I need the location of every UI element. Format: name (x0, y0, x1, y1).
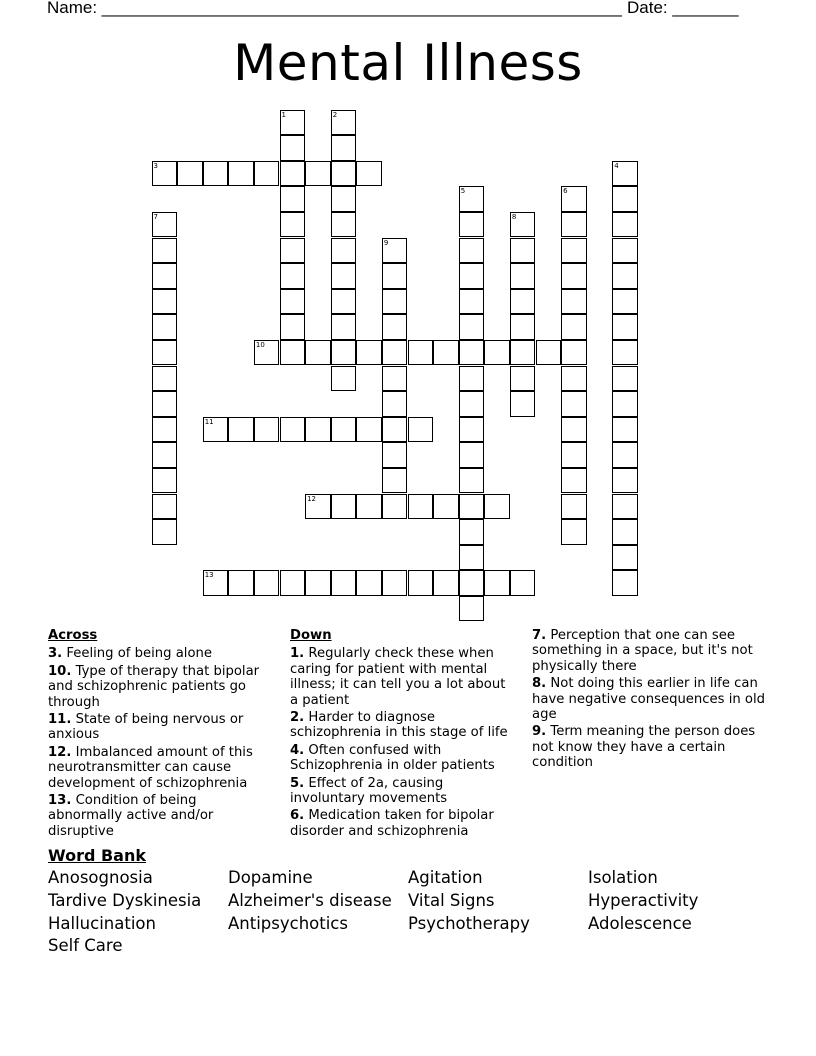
crossword-cell[interactable] (561, 289, 587, 315)
word-bank-item: Vital Signs (408, 890, 495, 910)
cell-number: 11 (204, 417, 214, 426)
crossword-cell[interactable] (484, 340, 510, 366)
crossword-cell[interactable] (152, 289, 178, 315)
crossword-cell[interactable] (612, 366, 638, 392)
crossword-cell[interactable] (510, 314, 536, 340)
crossword-cell[interactable] (561, 263, 587, 289)
clue-across-13: 13. Condition of being abnormally active and/or disruptive (48, 793, 214, 839)
crossword-cell[interactable] (612, 186, 638, 212)
crossword-cell[interactable] (152, 340, 178, 366)
crossword-cell[interactable] (382, 391, 408, 417)
crossword-cell[interactable] (561, 212, 587, 238)
crossword-cell[interactable] (484, 494, 510, 520)
crossword-cell[interactable] (228, 161, 254, 187)
crossword-cell[interactable] (152, 442, 178, 468)
cell-number: 1 (281, 110, 286, 119)
crossword-cell[interactable] (510, 391, 536, 417)
crossword-cell[interactable] (356, 161, 382, 187)
crossword-cell[interactable] (561, 494, 587, 520)
crossword-cell[interactable] (612, 468, 638, 494)
down-heading: Down (290, 628, 332, 643)
crossword-cell[interactable] (254, 570, 280, 596)
crossword-cell[interactable] (561, 366, 587, 392)
crossword-cell[interactable] (152, 366, 178, 392)
crossword-cell[interactable] (459, 468, 485, 494)
page-title: Mental Illness (233, 34, 583, 92)
crossword-cell[interactable] (305, 570, 331, 596)
crossword-cell[interactable] (280, 135, 306, 161)
crossword-cell[interactable] (331, 161, 357, 187)
crossword-cell[interactable] (459, 289, 485, 315)
crossword-cell[interactable] (331, 212, 357, 238)
crossword-cell[interactable] (280, 570, 306, 596)
crossword-cell[interactable] (305, 340, 331, 366)
crossword-cell[interactable] (459, 238, 485, 264)
word-bank-item: Antipsychotics (228, 913, 348, 933)
crossword-cell[interactable] (331, 366, 357, 392)
crossword-cell[interactable] (152, 263, 178, 289)
crossword-cell[interactable] (510, 570, 536, 596)
crossword-cell[interactable] (331, 314, 357, 340)
crossword-cell[interactable] (433, 494, 459, 520)
crossword-cell[interactable] (382, 570, 408, 596)
crossword-cell[interactable] (459, 212, 485, 238)
crossword-cell[interactable] (382, 494, 408, 520)
crossword-cell[interactable] (331, 238, 357, 264)
crossword-cell[interactable] (561, 468, 587, 494)
word-bank-item: Self Care (48, 936, 123, 956)
crossword-cell[interactable] (459, 545, 485, 571)
word-bank-item: Agitation (408, 868, 483, 887)
word-bank (48, 867, 788, 958)
word-bank-item: Hallucination (48, 913, 156, 933)
date-field[interactable]: Date: _______ (627, 0, 739, 17)
crossword-cell[interactable] (561, 340, 587, 366)
clue-down-5: 5. Effect of 2a, causing involuntary movements (290, 775, 448, 807)
word-bank-item: Dopamine (228, 868, 313, 887)
crossword-cell[interactable] (203, 417, 229, 443)
clue-down-1: 1. Regularly check these when caring for patient with mental illness; it can tell you a lot about a patient (290, 646, 506, 708)
crossword-cell[interactable] (382, 366, 408, 392)
crossword-cell[interactable] (152, 238, 178, 264)
crossword-cell[interactable] (612, 161, 638, 187)
across-heading: Across (48, 628, 98, 643)
name-field[interactable]: Name: _______________________________________________________ (47, 0, 622, 17)
crossword-cell[interactable] (459, 186, 485, 212)
crossword-cell[interactable] (612, 519, 638, 545)
crossword-cell[interactable] (280, 110, 306, 136)
crossword-cell[interactable] (280, 289, 306, 315)
crossword-cell[interactable] (612, 314, 638, 340)
crossword-cell[interactable] (280, 314, 306, 340)
crossword-cell[interactable] (510, 212, 536, 238)
crossword-cell[interactable] (382, 417, 408, 443)
cell-number: 3 (153, 161, 158, 170)
crossword-cell[interactable] (459, 596, 485, 622)
crossword-cell[interactable] (254, 161, 280, 187)
crossword-cell[interactable] (382, 442, 408, 468)
crossword-cell[interactable] (331, 289, 357, 315)
word-bank-item: Psychotherapy (408, 913, 530, 933)
crossword-cell[interactable] (408, 417, 434, 443)
crossword-cell[interactable] (459, 263, 485, 289)
crossword-cell[interactable] (152, 161, 178, 187)
crossword-cell[interactable] (561, 442, 587, 468)
crossword-cell[interactable] (612, 391, 638, 417)
across-clues (48, 628, 263, 841)
cell-number: 4 (614, 161, 619, 170)
cell-number: 8 (511, 212, 517, 221)
crossword-cell[interactable] (228, 417, 254, 443)
crossword-cell[interactable] (459, 519, 485, 545)
crossword-cell[interactable] (152, 417, 178, 443)
crossword-cell[interactable] (612, 212, 638, 238)
crossword-cell[interactable] (612, 442, 638, 468)
crossword-cell[interactable] (356, 340, 382, 366)
crossword-cell[interactable] (612, 494, 638, 520)
crossword-cell[interactable] (459, 494, 485, 520)
clue-down-7: 7. Perception that one can see something in a space, but it's not physically there (532, 628, 753, 674)
crossword-cell[interactable] (459, 442, 485, 468)
crossword-cell[interactable] (459, 391, 485, 417)
word-bank-item: Adolescence (588, 913, 692, 933)
cell-number: 6 (563, 187, 568, 196)
clue-down-9: 9. Term meaning the person does not know they have a certain condition (532, 724, 756, 771)
crossword-cell[interactable] (203, 570, 229, 596)
crossword-cell[interactable] (331, 340, 357, 366)
word-bank-item: Alzheimer's disease (228, 890, 392, 910)
clue-across-12: 12. Imbalanced amount of this neurotransmitter can cause development of schizophrenia (48, 744, 253, 791)
cell-number: 13 (204, 571, 214, 580)
crossword-cell[interactable] (280, 186, 306, 212)
crossword-cell[interactable] (510, 289, 536, 315)
crossword-cell[interactable] (612, 289, 638, 315)
crossword-cell[interactable] (612, 545, 638, 571)
cell-number: 12 (307, 494, 317, 503)
crossword-cell[interactable] (510, 263, 536, 289)
crossword-cell[interactable] (356, 494, 382, 520)
crossword-cell[interactable] (280, 212, 306, 238)
crossword-cell[interactable] (152, 494, 178, 520)
crossword-cell[interactable] (510, 340, 536, 366)
crossword-cell[interactable] (408, 494, 434, 520)
crossword-cell[interactable] (356, 417, 382, 443)
crossword-cell[interactable] (382, 289, 408, 315)
crossword-cell[interactable] (561, 238, 587, 264)
crossword-cell[interactable] (536, 340, 562, 366)
crossword-cell[interactable] (228, 570, 254, 596)
word-bank-item: Isolation (588, 868, 658, 887)
crossword-cell[interactable] (203, 161, 229, 187)
crossword-cell[interactable] (561, 417, 587, 443)
crossword-cell[interactable] (408, 340, 434, 366)
crossword-cell[interactable] (612, 238, 638, 264)
crossword-cell[interactable] (382, 340, 408, 366)
word-bank-heading: Word Bank (48, 846, 147, 865)
cell-number: 9 (383, 238, 389, 247)
crossword-cell[interactable] (305, 417, 331, 443)
crossword-cell[interactable] (254, 340, 280, 366)
crossword-cell[interactable] (612, 417, 638, 443)
crossword-cell[interactable] (331, 135, 357, 161)
crossword-cell[interactable] (152, 519, 178, 545)
crossword-cell[interactable] (152, 212, 178, 238)
crossword-cell[interactable] (459, 570, 485, 596)
clue-down-6: 6. Medication taken for bipolar disorder and schizophrenia (290, 808, 494, 839)
cell-number: 5 (460, 187, 466, 196)
crossword-cell[interactable] (356, 570, 382, 596)
word-bank-item: Hyperactivity (588, 890, 699, 910)
crossword-cell[interactable] (331, 186, 357, 212)
word-bank-item: Tardive Dyskinesia (48, 890, 202, 910)
crossword-cell[interactable] (484, 570, 510, 596)
crossword-cell[interactable] (382, 263, 408, 289)
clue-across-10: 10. Type of therapy that bipolar and schizophrenic patients go through (48, 663, 260, 710)
crossword-cell[interactable] (280, 238, 306, 264)
clue-down-4: 4. Often confused with Schizophrenia in older patients (290, 742, 495, 774)
crossword-cell[interactable] (152, 391, 178, 417)
word-bank-item: Anosognosia (48, 868, 153, 887)
down-clues-continued (532, 628, 772, 773)
crossword-cell[interactable] (561, 186, 587, 212)
crossword-cell[interactable] (280, 417, 306, 443)
crossword-cell[interactable] (305, 494, 331, 520)
crossword-cell[interactable] (280, 340, 306, 366)
crossword-cell[interactable] (280, 161, 306, 187)
crossword-cell[interactable] (331, 263, 357, 289)
crossword-cell[interactable] (433, 340, 459, 366)
crossword-cell[interactable] (382, 314, 408, 340)
clue-down-8: 8. Not doing this earlier in life can have negative consequences in old age (532, 676, 766, 723)
crossword-cell[interactable] (152, 468, 178, 494)
crossword-cell[interactable] (280, 263, 306, 289)
crossword-cell[interactable] (331, 110, 357, 136)
crossword-cell[interactable] (510, 366, 536, 392)
cell-number: 2 (332, 110, 338, 119)
clue-across-3: 3. Feeling of being alone (48, 646, 212, 662)
crossword-cell[interactable] (433, 570, 459, 596)
crossword-cell[interactable] (612, 340, 638, 366)
crossword-cell[interactable] (459, 417, 485, 443)
crossword-cell[interactable] (561, 519, 587, 545)
crossword-cell[interactable] (510, 238, 536, 264)
crossword-cell[interactable] (254, 417, 280, 443)
cell-number: 7 (153, 212, 158, 221)
crossword-cell[interactable] (305, 161, 331, 187)
down-clues (290, 628, 510, 841)
crossword-cell[interactable] (408, 570, 434, 596)
crossword-cell[interactable] (561, 391, 587, 417)
crossword-cell[interactable] (177, 161, 203, 187)
cell-number: 10 (255, 340, 265, 349)
crossword-cell[interactable] (382, 468, 408, 494)
crossword-cell[interactable] (459, 314, 485, 340)
crossword-cell[interactable] (612, 570, 638, 596)
crossword-cell[interactable] (382, 238, 408, 264)
crossword-cell[interactable] (331, 494, 357, 520)
crossword-cell[interactable] (459, 340, 485, 366)
crossword-cell[interactable] (459, 366, 485, 392)
crossword-cell[interactable] (152, 314, 178, 340)
clue-down-2: 2. Harder to diagnose schizophrenia in this stage of life (290, 710, 508, 741)
clue-across-11: 11. State of being nervous or anxious (48, 712, 244, 743)
crossword-cell[interactable] (331, 417, 357, 443)
crossword-cell[interactable] (331, 570, 357, 596)
crossword-cell[interactable] (612, 263, 638, 289)
crossword-cell[interactable] (561, 314, 587, 340)
